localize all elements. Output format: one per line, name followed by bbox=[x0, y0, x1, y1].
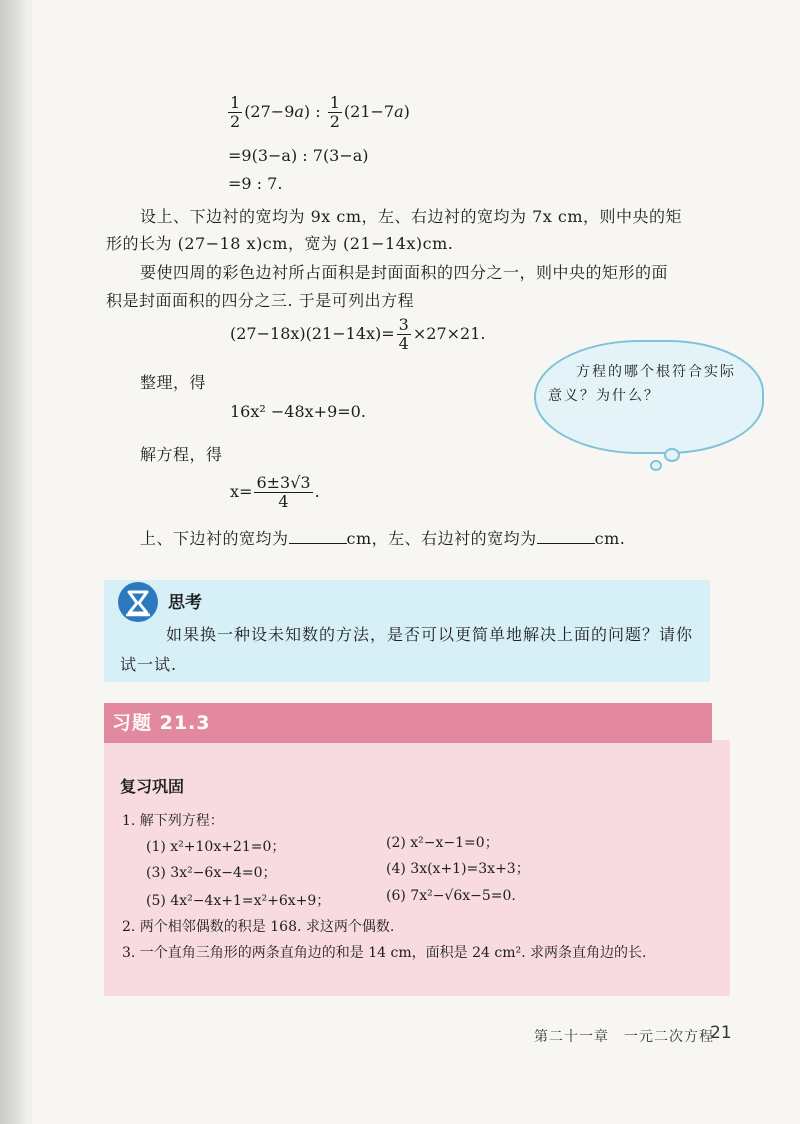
exercise-title: 习题 21.3 bbox=[112, 712, 211, 734]
think-hourglass-icon bbox=[118, 582, 158, 622]
equation-3: x= $\frac{6\pm 3√3}{4}$ . bbox=[230, 473, 320, 511]
page-binding-edge bbox=[0, 0, 26, 1124]
page-binding-shadow bbox=[26, 0, 32, 1124]
fraction-half-1: $\frac{1}{2}$ bbox=[230, 93, 241, 131]
exercise-item-6: (6) 7x²−√6x−5=0. bbox=[386, 888, 516, 904]
fraction-solution: $\frac{6\pm 3√3}{4}$ bbox=[256, 473, 311, 511]
step-label-jie: 解方程，得 bbox=[140, 445, 223, 464]
exercise-item-1: (1) x²+10x+21=0； bbox=[146, 839, 286, 855]
exercise-item-2: (2) x²−x−1=0； bbox=[386, 835, 499, 851]
derivation-line-1: $\frac{1}{2}$ (27−9a) : $\frac{1}{2}$ (21−7a) bbox=[230, 93, 410, 131]
answer-blank-2[interactable] bbox=[537, 529, 595, 544]
exercise-item-4: (4) 3x(x+1)=3x+3； bbox=[386, 861, 530, 877]
exercise-subtitle: 复习巩固 bbox=[120, 777, 185, 796]
equation-2: 16x² −48x+9=0. bbox=[230, 402, 366, 421]
step-label-zhengli: 整理，得 bbox=[140, 373, 207, 392]
thought-bubble-small bbox=[650, 460, 662, 471]
fraction-half-2: $\frac{1}{2}$ bbox=[329, 93, 340, 131]
answer-line: 上、下边衬的宽均为 cm，左、右边衬的宽均为 cm. bbox=[140, 529, 626, 548]
answer-blank-1[interactable] bbox=[289, 529, 347, 544]
paragraph-1-line-2: 形的长为 (27−18 x)cm，宽为 (21−14x)cm. bbox=[106, 234, 454, 253]
paragraph-1-line-1: 设上、下边衬的宽均为 9x cm，左、右边衬的宽均为 7x cm，则中央的矩 bbox=[140, 207, 683, 226]
exercise-q1: 1. 解下列方程： bbox=[122, 813, 224, 829]
fraction-three-quarters: $\frac{3}{4}$ bbox=[398, 315, 409, 353]
derivation-line-2: =9(3−a) : 7(3−a) bbox=[228, 146, 369, 165]
think-title: 思考 bbox=[168, 593, 202, 613]
think-body: 如果换一种设未知数的方法，是否可以更简单地解决上面的问题？请你试一试. bbox=[120, 625, 694, 674]
exercise-q2: 2. 两个相邻偶数的积是 168. 求这两个偶数. bbox=[122, 919, 395, 935]
chapter-footer: 第二十一章 一元二次方程 bbox=[534, 1029, 714, 1045]
exercise-item-3: (3) 3x²−6x−4=0； bbox=[146, 865, 277, 881]
paragraph-2-line-2: 积是封面面积的四分之三. 于是可列出方程 bbox=[106, 291, 415, 310]
exercise-q3: 3. 一个直角三角形的两条直角边的和是 14 cm，面积是 24 cm². 求两条直角边的长. bbox=[122, 945, 647, 961]
derivation-line-3: =9 : 7. bbox=[228, 174, 283, 193]
paragraph-2-line-1: 要使四周的彩色边衬所占面积是封面面积的四分之一，则中央的矩形的面 bbox=[140, 263, 669, 282]
equation-1: (27−18x)(21−14x)= $\frac{3}{4}$ ×27×21. bbox=[230, 315, 486, 353]
thought-cloud-text: 方程的哪个根符合实际意义？为什么？ bbox=[548, 364, 736, 404]
page-number: 21 bbox=[710, 1023, 732, 1043]
exercise-item-5: (5) 4x²−4x+1=x²+6x+9； bbox=[146, 893, 331, 909]
thought-bubble-large bbox=[664, 448, 680, 462]
